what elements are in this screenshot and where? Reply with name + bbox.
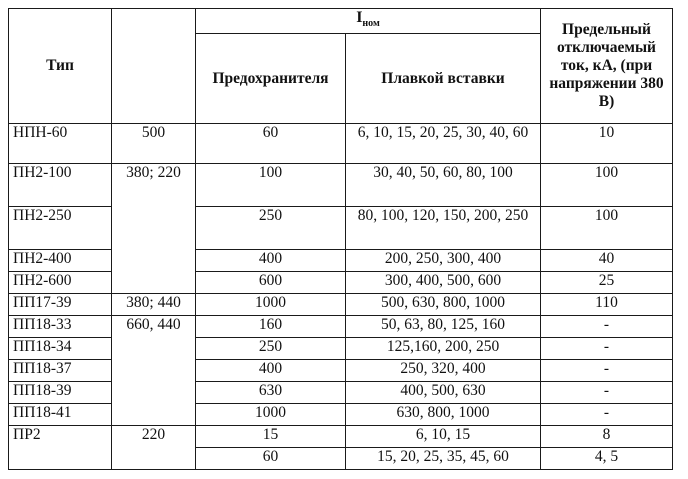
table-row bbox=[9, 426, 673, 448]
cell-fuse: 60 bbox=[196, 448, 346, 470]
cell-fuse: 160 bbox=[196, 316, 346, 338]
cell-fuse: 630 bbox=[196, 382, 346, 404]
cell-type: ПП18-34 bbox=[9, 338, 112, 360]
header-inom-sub: ном bbox=[362, 18, 380, 30]
table-row bbox=[9, 164, 673, 207]
cell-type: ПП18-37 bbox=[9, 360, 112, 382]
table-row bbox=[9, 294, 673, 316]
cell-breaking: 110 bbox=[541, 294, 673, 316]
cell-type: НПН-60 bbox=[9, 124, 112, 164]
cell-fuse: 250 bbox=[196, 207, 346, 250]
table-row bbox=[9, 404, 673, 426]
table-row bbox=[9, 382, 673, 404]
cell-fuse: 400 bbox=[196, 250, 346, 272]
cell-link: 6, 10, 15 bbox=[346, 426, 541, 448]
cell-breaking: 8 bbox=[541, 426, 673, 448]
cell-link: 50, 63, 80, 125, 160 bbox=[346, 316, 541, 338]
cell-breaking: 25 bbox=[541, 272, 673, 294]
cell-breaking: 40 bbox=[541, 250, 673, 272]
cell-fuse: 600 bbox=[196, 272, 346, 294]
cell-link: 125,160, 200, 250 bbox=[346, 338, 541, 360]
cell-type: ПП18-39 bbox=[9, 382, 112, 404]
header-voltage bbox=[112, 9, 196, 124]
table-row bbox=[9, 316, 673, 338]
cell-breaking: - bbox=[541, 338, 673, 360]
cell-link: 500, 630, 800, 1000 bbox=[346, 294, 541, 316]
cell-voltage: 500 bbox=[112, 124, 196, 164]
cell-breaking: - bbox=[541, 404, 673, 426]
cell-voltage: 220 bbox=[112, 426, 196, 470]
cell-breaking: - bbox=[541, 360, 673, 382]
cell-type: ПН2-400 bbox=[9, 250, 112, 272]
cell-voltage: 660, 440 bbox=[112, 316, 196, 426]
cell-breaking: 100 bbox=[541, 164, 673, 207]
header-inom-main: I bbox=[356, 9, 363, 26]
cell-breaking: - bbox=[541, 382, 673, 404]
table-row bbox=[9, 272, 673, 294]
cell-type: ПН2-250 bbox=[9, 207, 112, 250]
cell-fuse: 1000 bbox=[196, 294, 346, 316]
cell-type: ПП17-39 bbox=[9, 294, 112, 316]
table-row bbox=[9, 338, 673, 360]
fuse-specs-table bbox=[8, 8, 673, 470]
cell-fuse: 250 bbox=[196, 338, 346, 360]
table-row bbox=[9, 124, 673, 164]
cell-fuse: 100 bbox=[196, 164, 346, 207]
cell-link: 15, 20, 25, 35, 45, 60 bbox=[346, 448, 541, 470]
cell-breaking: 100 bbox=[541, 207, 673, 250]
header-inom bbox=[196, 9, 541, 34]
cell-link: 400, 500, 630 bbox=[346, 382, 541, 404]
cell-type: ПП18-41 bbox=[9, 404, 112, 426]
cell-link: 250, 320, 400 bbox=[346, 360, 541, 382]
cell-breaking: 4, 5 bbox=[541, 448, 673, 470]
header-link: Плавкой вставки bbox=[346, 34, 541, 124]
cell-link: 6, 10, 15, 20, 25, 30, 40, 60 bbox=[346, 124, 541, 164]
cell-link: 300, 400, 500, 600 bbox=[346, 272, 541, 294]
cell-fuse: 400 bbox=[196, 360, 346, 382]
header-breaking-current: Предельный отключаемый ток, кА, (при напряжении 380 В) bbox=[541, 9, 673, 124]
cell-voltage: 380; 220 bbox=[112, 164, 196, 294]
cell-voltage: 380; 440 bbox=[112, 294, 196, 316]
cell-type: ПР2 bbox=[9, 426, 112, 470]
table-row bbox=[9, 207, 673, 250]
table-row bbox=[9, 360, 673, 382]
cell-fuse: 60 bbox=[196, 124, 346, 164]
cell-breaking: - bbox=[541, 316, 673, 338]
cell-link: 630, 800, 1000 bbox=[346, 404, 541, 426]
cell-link: 80, 100, 120, 150, 200, 250 bbox=[346, 207, 541, 250]
header-fuse: Предохранителя bbox=[196, 34, 346, 124]
table-row bbox=[9, 250, 673, 272]
cell-link: 200, 250, 300, 400 bbox=[346, 250, 541, 272]
cell-type: ПП18-33 bbox=[9, 316, 112, 338]
cell-fuse: 1000 bbox=[196, 404, 346, 426]
cell-fuse: 15 bbox=[196, 426, 346, 448]
cell-type: ПН2-600 bbox=[9, 272, 112, 294]
cell-type: ПН2-100 bbox=[9, 164, 112, 207]
cell-breaking: 10 bbox=[541, 124, 673, 164]
cell-link: 30, 40, 50, 60, 80, 100 bbox=[346, 164, 541, 207]
header-type: Тип bbox=[9, 9, 112, 124]
